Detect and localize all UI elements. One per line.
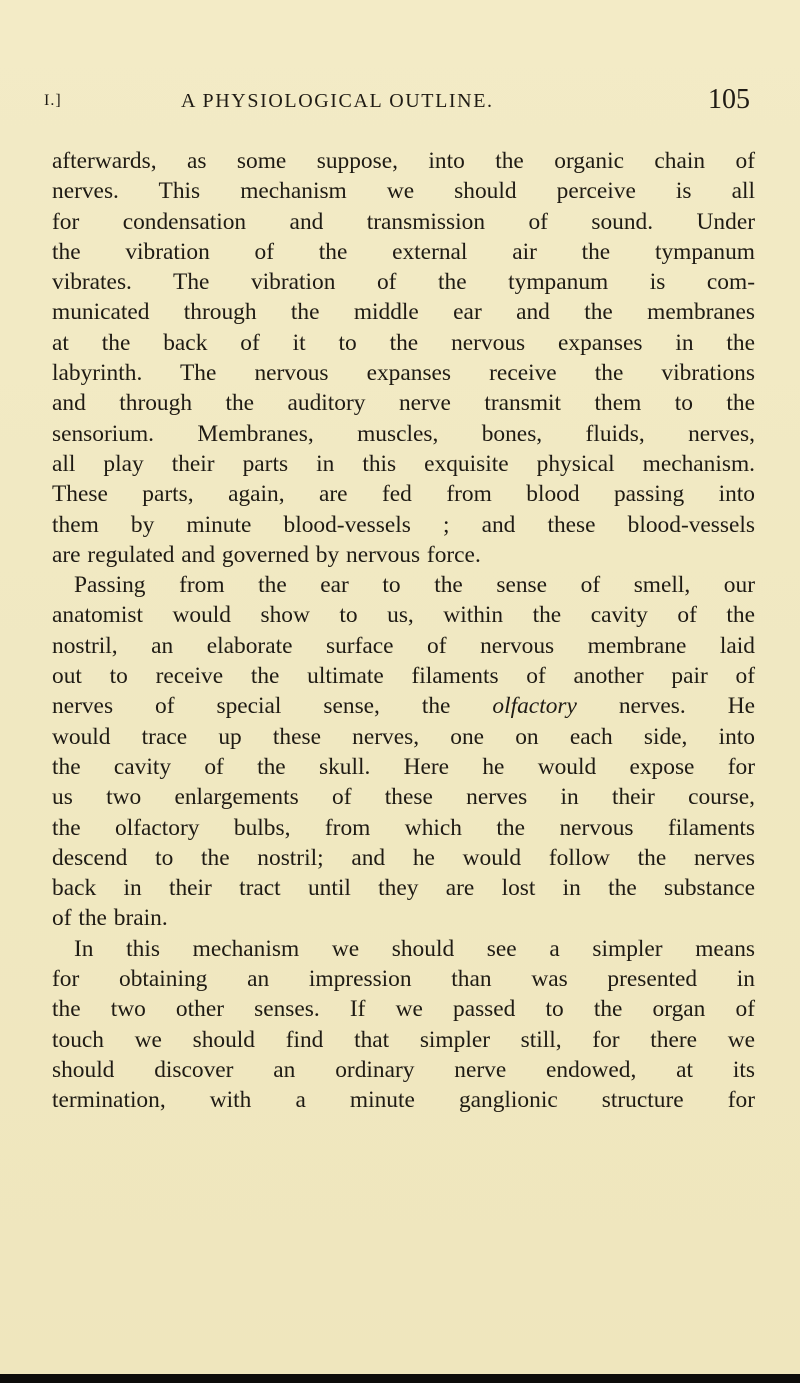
text-line: the vibration of the external air the tympanum <box>52 238 755 265</box>
text-line: labyrinth. The nervous expanses receive the vibrations <box>52 360 755 387</box>
text-line: out to receive the ultimate filaments of another pair of <box>52 663 755 690</box>
text-line: termination, with a minute ganglionic structure for <box>52 1087 755 1114</box>
text-line: for obtaining an impression than was presented in <box>52 966 755 993</box>
text-line: us two enlargements of these nerves in their course, <box>52 784 755 811</box>
text-line: sensorium. Membranes, muscles, bones, fluids, nerves, <box>52 420 755 447</box>
text-segment: nerves. He <box>576 693 755 720</box>
text-line: nerves. This mechanism we should perceive is all <box>52 178 755 205</box>
text-line: for condensation and transmission of sound. Under <box>52 208 755 235</box>
text-line: and through the auditory nerve transmit them to the <box>52 390 755 417</box>
text-line: the two other senses. If we passed to the organ of <box>52 996 755 1023</box>
text-line: them by minute blood-vessels ; and these blood-vessels <box>52 511 755 538</box>
text-line: would trace up these nerves, one on each side, into <box>52 723 755 750</box>
text-line: the cavity of the skull. Here he would expose for <box>52 753 755 780</box>
text-line: back in their tract until they are lost in the substance <box>52 875 755 902</box>
chapter-marker: I.] <box>44 92 62 109</box>
scan-edge-border <box>0 1374 800 1383</box>
text-line: the olfactory bulbs, from which the nervous filaments <box>52 814 755 841</box>
text-line: In this mechanism we should see a simpler means <box>74 935 755 962</box>
text-line: descend to the nostril; and he would follow the nerves <box>52 844 755 871</box>
running-head <box>44 84 756 122</box>
page-number: 105 <box>708 84 750 115</box>
emphasis-text: olfactory <box>492 693 577 720</box>
text-line: of the brain. <box>52 905 168 932</box>
text-line: should discover an ordinary nerve endowed, at its <box>52 1056 755 1083</box>
text-line: are regulated and governed by nervous force. <box>52 541 481 568</box>
running-title: A PHYSIOLOGICAL OUTLINE. <box>181 90 494 112</box>
text-line: vibrates. The vibration of the tympanum is com- <box>52 269 755 296</box>
text-line: nostril, an elaborate surface of nervous membrane laid <box>52 632 755 659</box>
text-line: anatomist would show to us, within the cavity of the <box>52 602 755 629</box>
body-text <box>52 146 755 1116</box>
text-line: Passing from the ear to the sense of smell, our <box>74 572 755 599</box>
text-line: at the back of it to the nervous expanses in the <box>52 329 755 356</box>
text-segment: nerves of special sense, the <box>52 693 493 720</box>
text-line: all play their parts in this exquisite physical mechanism. <box>52 450 755 477</box>
text-line: touch we should find that simpler still, for there we <box>52 1026 755 1053</box>
text-line: These parts, again, are fed from blood passing into <box>52 481 755 508</box>
text-line: afterwards, as some suppose, into the organic chain of <box>52 148 755 174</box>
text-line <box>52 691 755 721</box>
text-line: municated through the middle ear and the membranes <box>52 299 755 326</box>
